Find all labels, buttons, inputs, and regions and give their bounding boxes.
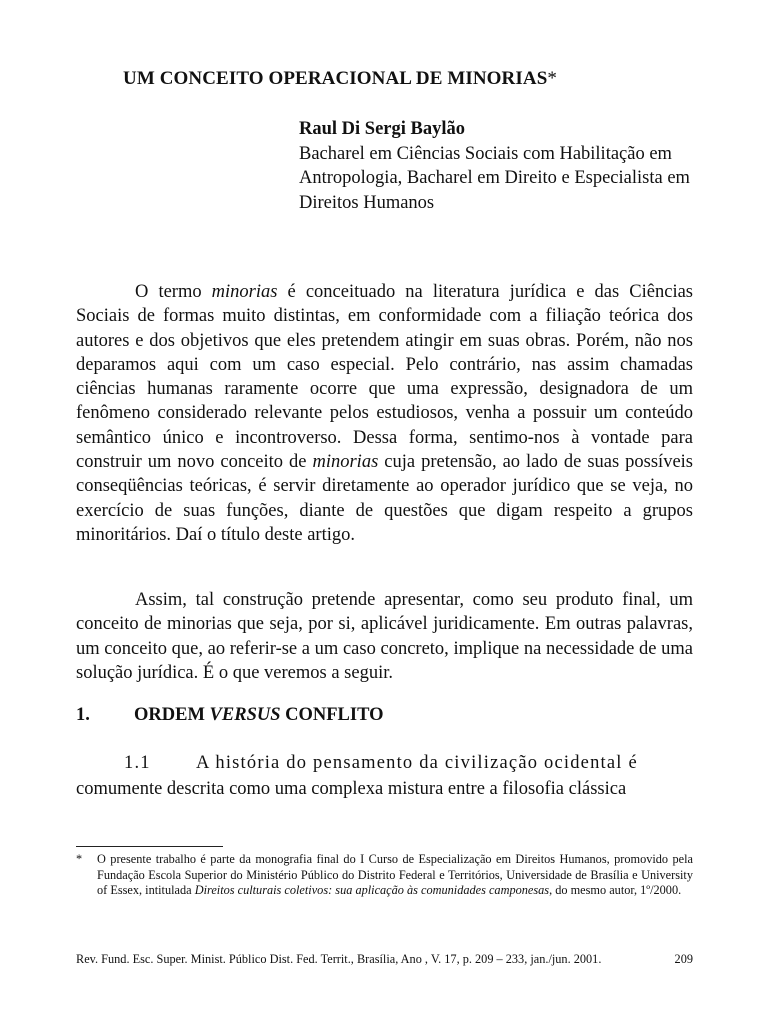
p1-term-minorias-1: minorias — [211, 282, 278, 302]
p1-segment-2: é conceituado na literatura jurídica e das Ciências Sociais de formas muito distintas, em conformidade com a filiação teórica dos autores e dos objetivos que eles pretendem atingir em suas obras. Porém, não nos deparamos aqui com um caso especial. Pelo contrário, nas assim chamadas ciências humanas raramente ocorre que uma expressão, designadora de um fenômeno considerado relevante pelos estudiosos, venha a possuir um conteúdo semântico único e incontroverso. Dessa forma, sentimo-nos à vontade para construir um novo conceito de — [76, 282, 693, 473]
footnote-italic-title: Direitos culturais coletivos: sua aplicação às comunidades camponesas — [194, 883, 550, 897]
section-number: 1. — [76, 705, 90, 725]
p1-segment-3: cuja pretensão, ao lado de suas possíveis conseqüências teóricas, é servir diretamente ao operador jurídico que se veja, no exercício de suas funções, diante de questões que digam respeito a grupos minoritários. Daí o título deste artigo. — [76, 452, 694, 545]
paragraph-text — [76, 280, 693, 547]
subsection-number: 1.1 — [124, 753, 151, 773]
subsection-second-line: comumente descrita como uma complexa mistura entre a filosofia clássica — [76, 779, 627, 799]
footnote-divider — [76, 846, 223, 847]
section-title-italic: VERSUS — [209, 705, 281, 725]
footnote-text-part-1: O presente trabalho é parte da monografia final do I Curso de Especialização em Direitos Humanos, promovido pela Fundação Escola Superior do Ministério Público do Distrito Federal e Territórios, Universidade de Brasília e University of Essex, intitulada — [97, 852, 693, 897]
page-number: 209 — [674, 952, 693, 966]
footnote-text — [97, 852, 693, 899]
section-title-part-1: ORDEM — [134, 705, 210, 725]
article-title — [123, 68, 557, 90]
subsection-first-line-text: A história do pensamento da civilização ocidental é — [196, 753, 638, 773]
journal-citation: Rev. Fund. Esc. Super. Minist. Público Dist. Fed. Territ., Brasília, Ano , V. 17, p. 209 – 233, jan./jun. 2001. — [76, 952, 602, 966]
footnote — [76, 852, 693, 899]
footnote-mark: * — [76, 852, 83, 866]
subsection-first-line — [76, 750, 693, 776]
section-heading — [76, 705, 384, 726]
paragraph-text: Assim, tal construção pretende apresentar, como seu produto final, um conceito de minorias que seja, por si, aplicável juridicamente. Em outras palavras, um conceito que, ao referir-se a um caso concreto, implique na necessidade de uma solução jurídica. É o que veremos a seguir. — [76, 590, 693, 683]
author-block — [299, 117, 699, 215]
body-paragraph-1 — [76, 280, 693, 547]
footnote-text-part-2: , do mesmo autor, 1º/2000. — [549, 883, 682, 897]
section-title-part-2: CONFLITO — [280, 705, 384, 725]
body-paragraph-2 — [76, 588, 693, 685]
p1-segment-1: O termo — [135, 282, 212, 302]
author-affiliation: Bacharel em Ciências Sociais com Habilitação em Antropologia, Bacharel em Direito e Especialista em Direitos Humanos — [299, 143, 690, 213]
p1-term-minorias-2: minorias — [312, 452, 379, 473]
title-footnote-mark: * — [547, 68, 557, 89]
author-name: Raul Di Sergi Baylão — [299, 119, 465, 139]
article-title-text: UM CONCEITO OPERACIONAL DE MINORIAS — [123, 68, 548, 89]
subsection-paragraph — [76, 750, 693, 802]
